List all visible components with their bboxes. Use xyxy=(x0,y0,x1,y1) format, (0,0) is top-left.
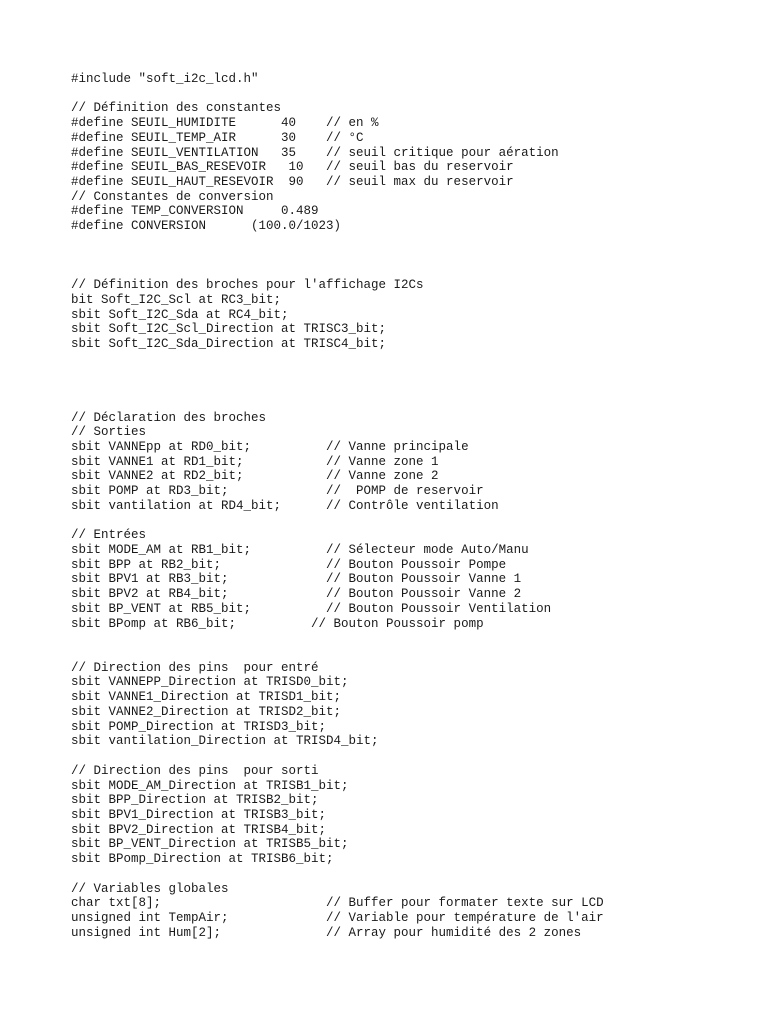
code-line: sbit BPV2 at RB4_bit; // Bouton Poussoir Vanne 2 xyxy=(71,587,522,602)
code-line xyxy=(71,249,604,264)
code-line: sbit BPV1_Direction at TRISB3_bit; xyxy=(71,807,327,822)
code-line: sbit MODE_AM_Direction at TRISB1_bit; xyxy=(71,778,349,793)
code-line xyxy=(71,749,604,764)
code-line: unsigned int Hum[2]; // Array pour humidité des 2 zones xyxy=(71,925,582,940)
code-line: #define TEMP_CONVERSION 0.489 xyxy=(71,204,319,219)
code-line: sbit VANNE2 at RD2_bit; // Vanne zone 2 xyxy=(71,469,439,484)
code-line: #define SEUIL_TEMP_AIR 30 // °C xyxy=(71,130,364,145)
code-line: // Constantes de conversion xyxy=(71,189,274,204)
code-line: #define SEUIL_HAUT_RESEVOIR 90 // seuil max du reservoir xyxy=(71,175,514,190)
code-line xyxy=(71,87,604,102)
code-line: unsigned int TempAir; // Variable pour température de l'air xyxy=(71,910,604,925)
code-line: sbit Soft_I2C_Scl_Direction at TRISC3_bit; xyxy=(71,322,387,337)
code-line: sbit BP_VENT_Direction at TRISB5_bit; xyxy=(71,837,349,852)
code-line: #define CONVERSION (100.0/1023) xyxy=(71,219,342,234)
code-line: sbit VANNE1_Direction at TRISD1_bit; xyxy=(71,690,342,705)
code-line: sbit MODE_AM at RB1_bit; // Sélecteur mode Auto/Manu xyxy=(71,543,529,557)
code-line: // Déclaration des broches xyxy=(71,410,267,425)
code-line: // Direction des pins pour entré xyxy=(71,660,319,675)
code-line: char txt[8]; // Buffer pour formater texte sur LCD xyxy=(71,896,604,911)
code-line: #define SEUIL_BAS_RESEVOIR 10 // seuil bas du reservoir xyxy=(71,160,514,175)
code-line: sbit vantilation_Direction at TRISD4_bit; xyxy=(71,734,379,749)
code-line: sbit Soft_I2C_Sda at RC4_bit; xyxy=(71,307,289,322)
code-line: sbit VANNE2_Direction at TRISD2_bit; xyxy=(71,704,342,719)
code-line: #define SEUIL_VENTILATION 35 // seuil critique pour aération xyxy=(71,145,559,160)
code-line: // Sorties xyxy=(71,425,147,440)
code-line: sbit Soft_I2C_Sda_Direction at TRISC4_bit; xyxy=(71,336,387,351)
code-line: sbit POMP_Direction at TRISD3_bit; xyxy=(71,719,327,734)
code-line: sbit VANNE1 at RD1_bit; // Vanne zone 1 xyxy=(71,454,439,469)
code-line: #include "soft_i2c_lcd.h" xyxy=(71,72,259,86)
code-line: // Direction des pins pour sorti xyxy=(71,763,319,778)
code-line: sbit BP_VENT at RB5_bit; // Bouton Poussoir Ventilation xyxy=(71,601,552,616)
code-line xyxy=(71,381,604,396)
code-line: // Définition des constantes xyxy=(71,101,282,116)
code-line: sbit vantilation at RD4_bit; // Contrôle ventilation xyxy=(71,498,499,513)
code-line: sbit BPV2_Direction at TRISB4_bit; xyxy=(71,822,327,837)
code-line: sbit BPomp at RB6_bit; // Bouton Poussoir pomp xyxy=(71,616,484,631)
code-line xyxy=(71,867,604,882)
code-line: #define SEUIL_HUMIDITE 40 // en % xyxy=(71,116,379,131)
code-listing xyxy=(71,72,604,940)
code-line xyxy=(71,263,604,278)
code-line: sbit BPV1 at RB3_bit; // Bouton Poussoir Vanne 1 xyxy=(71,572,522,587)
code-line: sbit BPP at RB2_bit; // Bouton Poussoir Pompe xyxy=(71,557,507,572)
code-line: sbit VANNEPP_Direction at TRISD0_bit; xyxy=(71,675,349,690)
code-line: // Entrées xyxy=(71,528,147,543)
code-line xyxy=(71,514,604,529)
code-line: // Définition des broches pour l'affichage I2Cs xyxy=(71,278,424,293)
code-line: sbit POMP at RD3_bit; // POMP de reservoir xyxy=(71,484,484,499)
code-line: // Variables globales xyxy=(71,881,229,896)
code-line xyxy=(71,234,604,249)
code-line xyxy=(71,646,604,661)
code-line xyxy=(71,352,604,367)
code-line xyxy=(71,631,604,646)
code-line xyxy=(71,366,604,381)
code-line: sbit BPomp_Direction at TRISB6_bit; xyxy=(71,852,334,867)
code-line: bit Soft_I2C_Scl at RC3_bit; xyxy=(71,292,282,307)
code-line: sbit VANNEpp at RD0_bit; // Vanne principale xyxy=(71,439,469,454)
code-line: sbit BPP_Direction at TRISB2_bit; xyxy=(71,793,319,808)
code-line xyxy=(71,396,604,411)
